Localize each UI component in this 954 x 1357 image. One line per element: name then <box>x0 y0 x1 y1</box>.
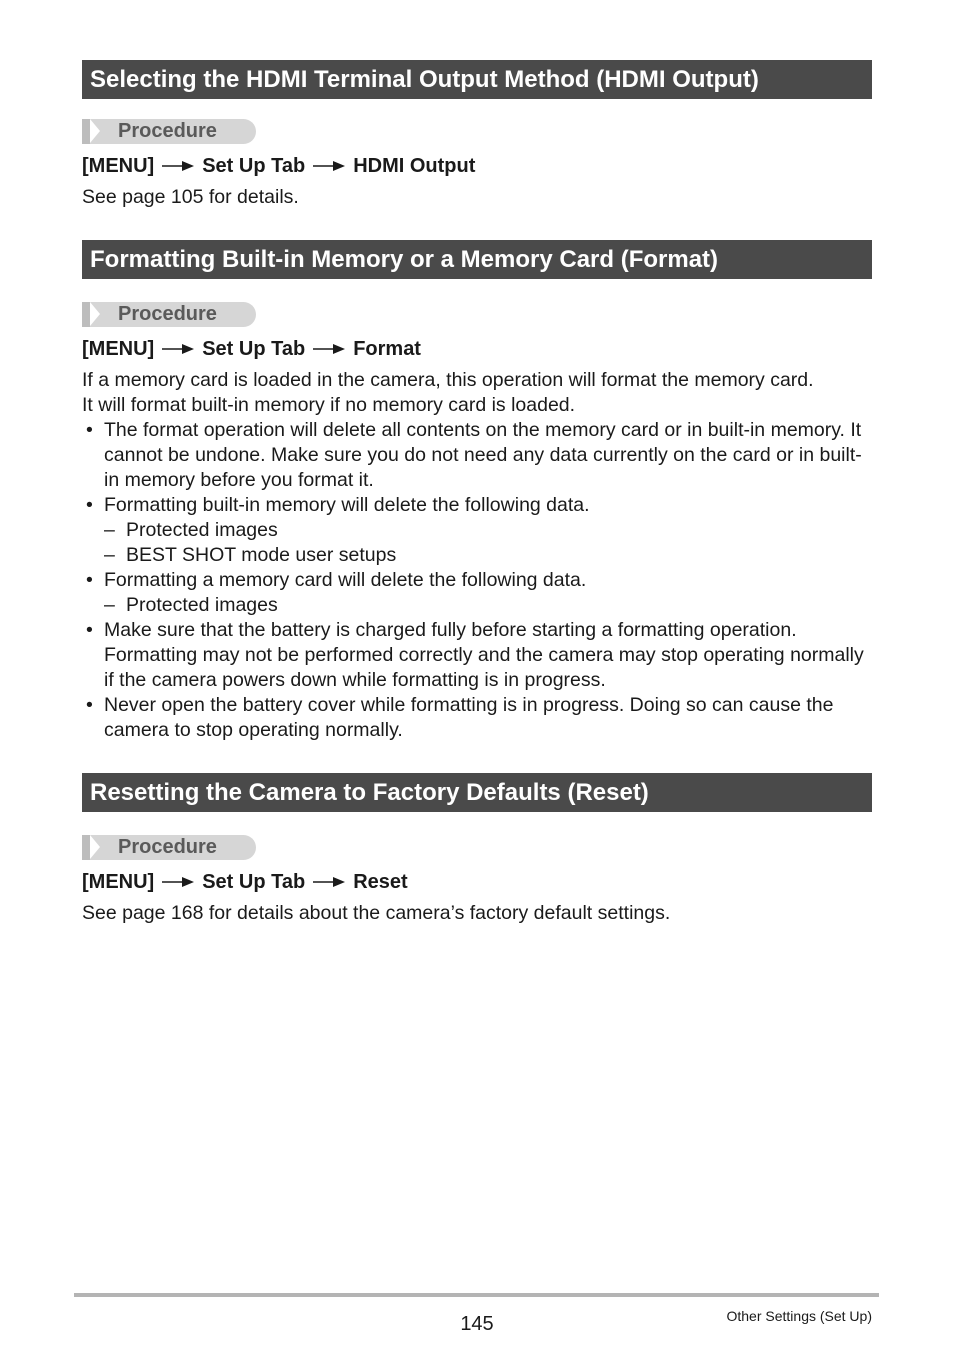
sub-list <box>104 593 872 618</box>
bullet-item <box>82 493 872 568</box>
section-heading: Formatting Built-in Memory or a Memory Card (Format) <box>82 240 872 279</box>
paragraph: If a memory card is loaded in the camera, this operation will format the memory card. <box>82 369 814 391</box>
bullet-list <box>82 418 872 743</box>
procedure-tag <box>82 119 256 144</box>
procedure-marker-icon <box>82 119 90 144</box>
bullet-item <box>82 568 872 618</box>
section-heading: Selecting the HDMI Terminal Output Method (HDMI Output) <box>82 60 872 99</box>
arrow-right-icon <box>313 343 345 355</box>
section-reset <box>82 773 872 926</box>
menu-path <box>82 869 872 895</box>
bullet-text: Formatting built-in memory will delete the following data. <box>104 494 590 516</box>
bullet-text: The format operation will delete all contents on the memory card or in built-in memory. It cannot be undone. Make sure you do not need any data currently on the card or in built-in memory before you format it. <box>104 419 862 491</box>
menu-path <box>82 336 872 362</box>
procedure-marker-icon <box>82 302 90 327</box>
bullet-item <box>82 693 872 743</box>
footer-divider <box>74 1293 879 1297</box>
menu-path-step: [MENU] <box>82 155 155 177</box>
sub-list <box>104 518 872 568</box>
procedure-chevron-icon <box>90 119 100 143</box>
sub-item: – Protected images <box>104 593 872 618</box>
menu-path-step: Set Up Tab <box>202 155 306 177</box>
bullet-item <box>82 418 872 493</box>
procedure-chevron-icon <box>90 302 100 326</box>
procedure-tag <box>82 302 256 327</box>
arrow-right-icon <box>313 160 345 172</box>
menu-path <box>82 153 872 179</box>
procedure-label: Procedure <box>118 120 217 142</box>
procedure-tag <box>82 835 256 860</box>
menu-path-step: Set Up Tab <box>202 871 306 893</box>
section-format <box>82 240 872 743</box>
menu-path-step: Reset <box>353 871 408 893</box>
bullet-text: Make sure that the battery is charged fully before starting a formatting operation. Formatting may not be performed correctly and the camera may stop operating normally if the camera powers down while formatting is in progress. <box>104 619 864 691</box>
bullet-item <box>82 618 872 693</box>
menu-path-step: HDMI Output <box>353 155 476 177</box>
arrow-right-icon <box>162 876 194 888</box>
procedure-label: Procedure <box>118 303 217 325</box>
arrow-right-icon <box>162 343 194 355</box>
paragraph: See page 168 for details about the camera’s factory default settings. <box>82 902 671 924</box>
section-body <box>82 185 872 210</box>
menu-path-step: [MENU] <box>82 338 155 360</box>
procedure-label: Procedure <box>118 836 217 858</box>
section-hdmi-output <box>82 60 872 210</box>
paragraph: It will format built-in memory if no memory card is loaded. <box>82 394 576 416</box>
procedure-marker-icon <box>82 835 90 860</box>
menu-path-step: [MENU] <box>82 871 155 893</box>
section-body <box>82 901 872 926</box>
arrow-right-icon <box>162 160 194 172</box>
menu-path-step: Set Up Tab <box>202 338 306 360</box>
bullet-text: Never open the battery cover while formatting is in progress. Doing so can cause the camera to stop operating normally. <box>104 694 834 741</box>
menu-path-step: Format <box>353 338 421 360</box>
arrow-right-icon <box>313 876 345 888</box>
section-heading: Resetting the Camera to Factory Defaults (Reset) <box>82 773 872 812</box>
bullet-text: Formatting a memory card will delete the following data. <box>104 569 587 591</box>
procedure-chevron-icon <box>90 835 100 859</box>
page-number: 145 <box>460 1313 494 1335</box>
sub-item: – BEST SHOT mode user setups <box>104 543 872 568</box>
footer-section-name: Other Settings (Set Up) <box>726 1308 872 1324</box>
section-body <box>82 368 872 743</box>
paragraph: See page 105 for details. <box>82 186 299 208</box>
sub-item: – Protected images <box>104 518 872 543</box>
